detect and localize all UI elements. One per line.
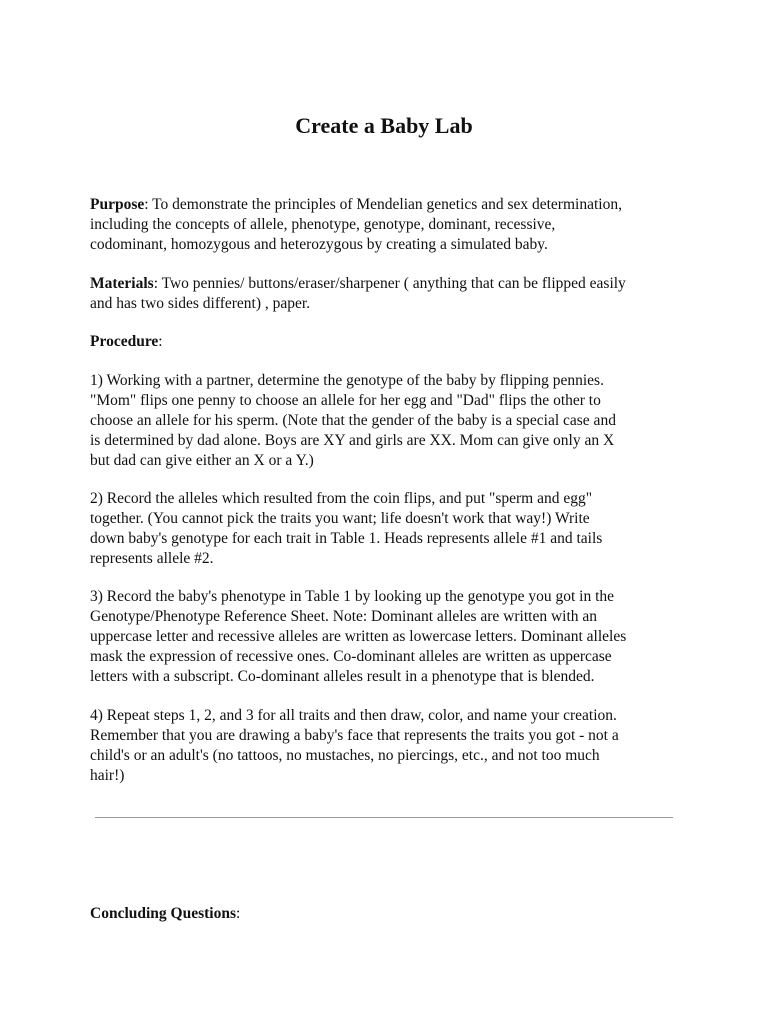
purpose-paragraph [90,195,690,255]
step-4-line-4: hair!) [90,767,125,784]
step-1-line-1: 1) Working with a partner, determine the genotype of the baby by flipping pennies. [90,372,604,389]
document-title: Create a Baby Lab [295,113,473,138]
step-3-line-5: letters with a subscript. Co-dominant alleles result in a phenotype that is blended. [90,668,595,685]
materials-text-1: : Two pennies/ buttons/eraser/sharpener ( anything that can be flipped easily [153,275,626,292]
step-4-paragraph [90,706,690,786]
concluding-label: Concluding Questions [90,905,237,922]
procedure-suffix: : [158,333,163,350]
step-4-line-1: 4) Repeat steps 1, 2, and 3 for all traits and then draw, color, and name your creation. [90,707,617,724]
step-2-line-4: represents allele #2. [90,550,214,567]
procedure-heading-line [90,332,690,352]
materials-line-2: and has two sides different) , paper. [90,295,311,312]
concluding-suffix: : [236,905,241,922]
materials-paragraph [90,274,690,314]
step-3-line-3: uppercase letter and recessive alleles are written as lowercase letters. Dominant alleles [90,628,627,645]
procedure-heading [90,332,690,352]
concluding-questions-heading [90,904,690,924]
purpose-line-2: including the concepts of allele, phenotype, genotype, dominant, recessive, [90,216,556,233]
materials-label: Materials [90,275,154,292]
purpose-text-1: : To demonstrate the principles of Mendelian genetics and sex determination, [144,196,622,213]
horizontal-divider [95,817,673,818]
step-4-line-2: Remember that you are drawing a baby's face that represents the traits you got - not a [90,727,619,744]
step-1-line-5: but dad can give either an X or a Y.) [90,452,314,469]
step-1-line-4: is determined by dad alone. Boys are XY and girls are XX. Mom can give only an X [90,432,615,449]
step-2-line-2: together. (You cannot pick the traits you want; life doesn't work that way!) Write [90,510,590,527]
step-3-line-2: Genotype/Phenotype Reference Sheet. Note: Dominant alleles are written with an [90,608,598,625]
step-4-line-3: child's or an adult's (no tattoos, no mustaches, no piercings, etc., and not too much [90,747,600,764]
step-1-line-2: "Mom" flips one penny to choose an allele for her egg and "Dad" flips the other to [90,392,601,409]
step-3-line-1: 3) Record the baby's phenotype in Table 1 by looking up the genotype you got in the [90,588,615,605]
step-1-paragraph [90,371,690,471]
step-2-paragraph [90,489,690,569]
materials-line-1 [90,274,690,294]
purpose-label: Purpose [90,196,145,213]
procedure-label: Procedure [90,333,159,350]
step-1-line-3: choose an allele for his sperm. (Note that the gender of the baby is a special case and [90,412,616,429]
step-3-line-4: mask the expression of recessive ones. Co-dominant alleles are written as uppercase [90,648,612,665]
purpose-line-1 [90,195,690,215]
step-3-paragraph [90,587,690,687]
step-2-line-1: 2) Record the alleles which resulted from the coin flips, and put "sperm and egg" [90,490,593,507]
concluding-heading-line [90,904,690,924]
purpose-line-3: codominant, homozygous and heterozygous by creating a simulated baby. [90,236,548,253]
step-2-line-3: down baby's genotype for each trait in Table 1. Heads represents allele #1 and tails [90,530,603,547]
